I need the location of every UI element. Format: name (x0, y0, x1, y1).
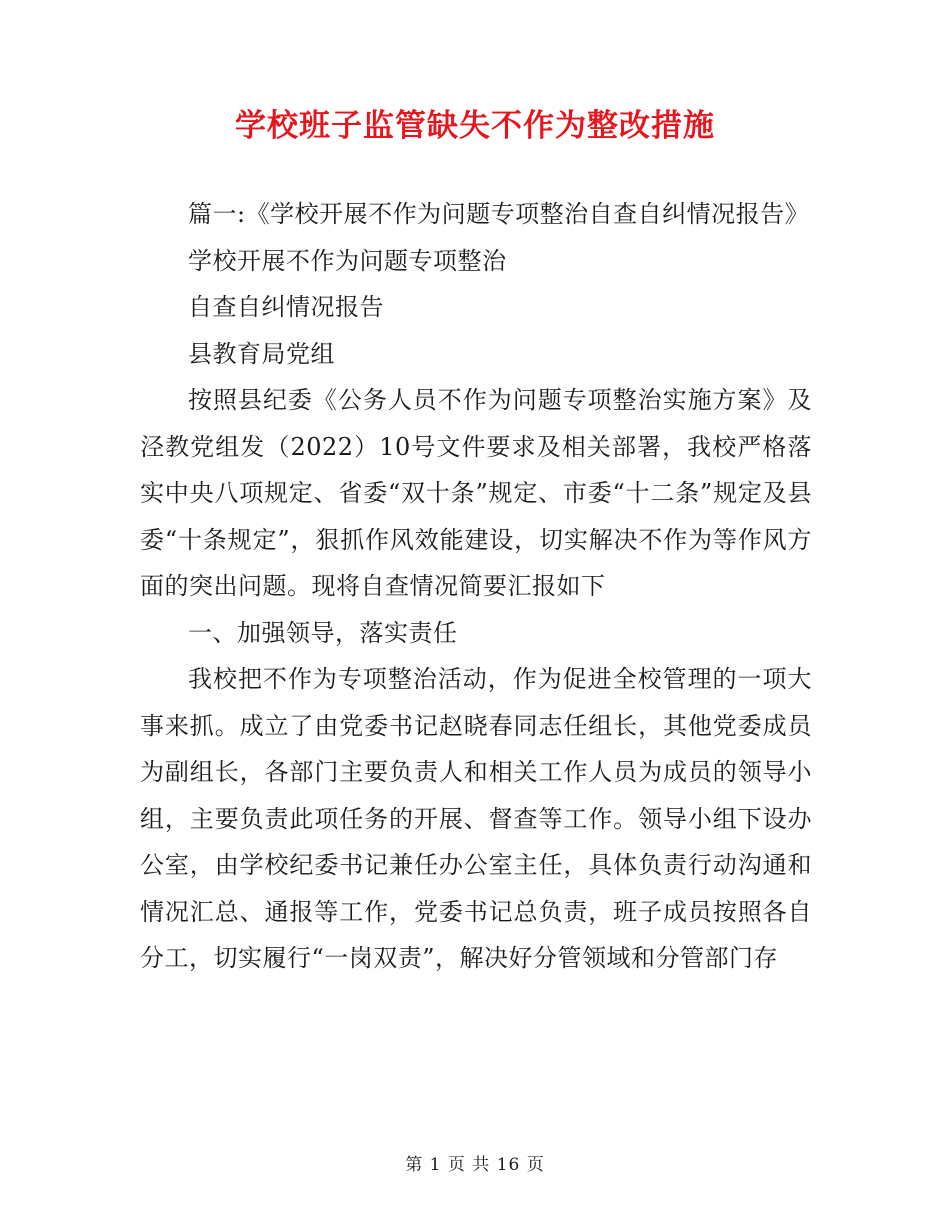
paragraph-introduction: 按照县纪委《公务人员不作为问题专项整治实施方案》及泾教党组发（2022）10号文件要求及相关部署，我校严格落实中央八项规定、省委“双十条”规定、市委“十二条”规定及县委“十条规定”，狠抓作风效能建设，切实解决不作为等作风方面的突出问题。现将自查情况简要汇报如下 (140, 386, 812, 600)
paragraph-section-heading-1: 一、加强领导，落实责任 (188, 618, 458, 647)
document-body (140, 191, 812, 982)
paragraph-report-title-line1: 学校开展不作为问题专项整治 (188, 246, 507, 275)
document-title: 学校班子监管缺失不作为整改措施 (235, 108, 715, 144)
paragraph-report-title-line2: 自查自纠情况报告 (188, 293, 384, 321)
page-number-footer: 第 1 页 共 16 页 (405, 1155, 545, 1175)
paragraph-addressee: 县教育局党组 (188, 339, 335, 368)
paragraph-heading-part-one: 篇一:《学校开展不作为问题专项整治自查自纠情况报告》 (188, 200, 810, 228)
paragraph-section-1-body: 我校把不作为专项整治活动，作为促进全校管理的一项大事来抓。成立了由党委书记赵晓春同志任组长，其他党委成员为副组长，各部门主要负责人和相关工作人员为成员的领导小组，主要负责此项任务的开展、督查等工作。领导小组下设办公室，由学校纪委书记兼任办公室主任，具体负责行动沟通和情况汇总、通报等工作，党委书记总负责，班子成员按照各自分工，切实履行“一岗双责”，解决好分管领域和分管部门存 (140, 665, 812, 972)
